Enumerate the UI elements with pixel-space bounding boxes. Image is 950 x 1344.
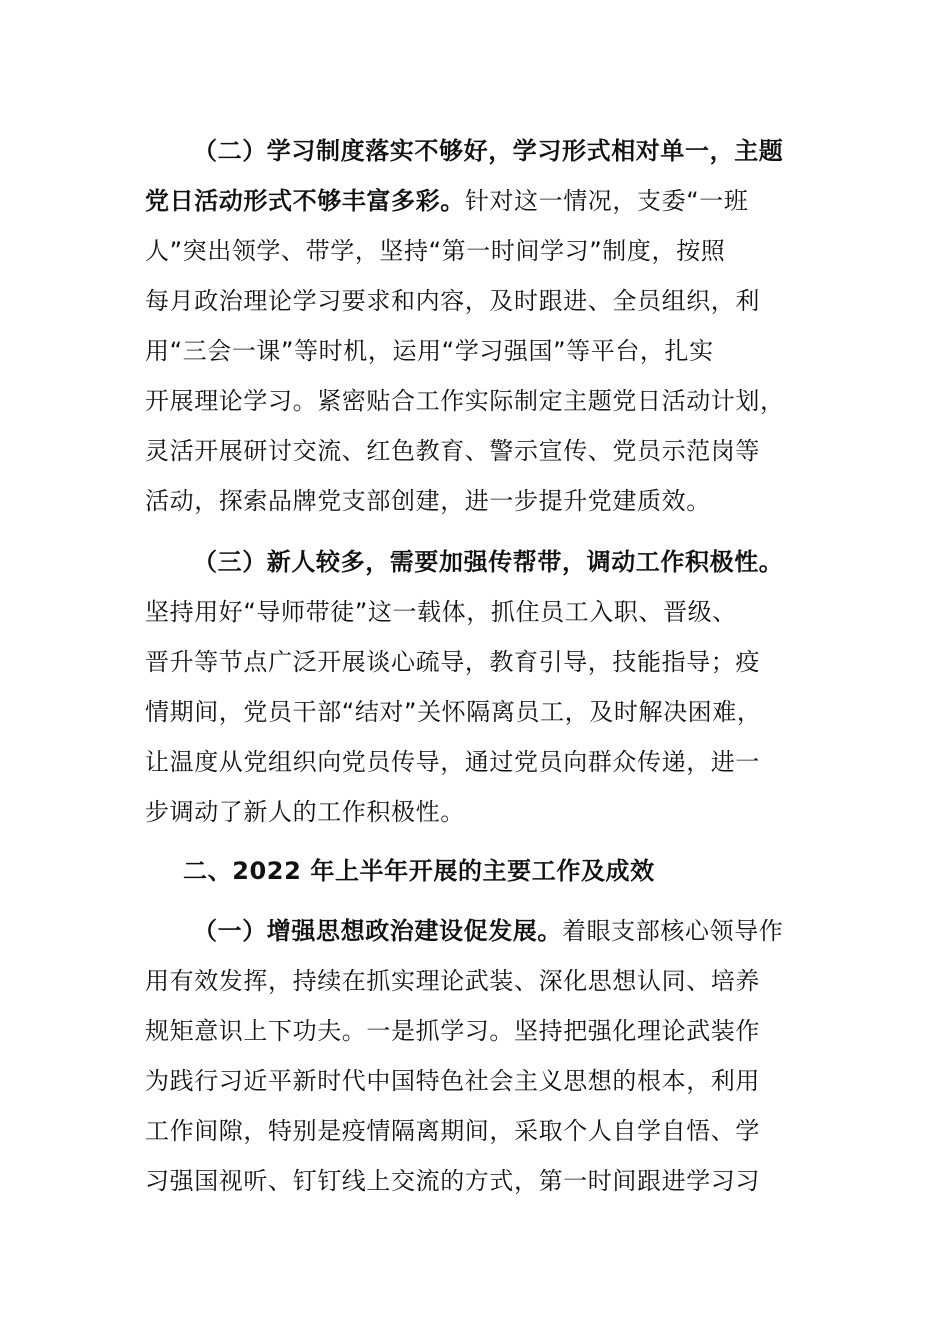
section-heading <box>145 846 805 896</box>
text-line <box>145 587 805 637</box>
text-line <box>145 1156 805 1206</box>
text-run: 为践行习近平新时代中国特色社会主义思想的根本，利用 <box>145 1067 760 1095</box>
heading-text: 二、2022 年上半年开展的主要工作及成效 <box>183 857 655 885</box>
text-run: 灵活开展研讨交流、红色教育、警示宣传、党员示范岗等 <box>145 437 760 465</box>
text-run: 情期间，党员干部“结对”关怀隔离员工，及时解决困难， <box>145 698 762 726</box>
text-line <box>145 737 805 787</box>
text-run: 工作间隙，特别是疫情隔离期间，采取个人自学自悟、学 <box>145 1117 760 1145</box>
text-run: 规矩意识上下功夫。一是抓学习。坚持把强化理论武装作 <box>145 1017 760 1045</box>
text-line <box>145 326 805 376</box>
text-line <box>145 787 805 837</box>
text-line <box>145 376 805 426</box>
text-line <box>145 956 805 1006</box>
text-line <box>145 276 805 326</box>
text-run: 坚持用好“导师带徒”这一载体，抓住员工入职、晋级、 <box>145 598 737 626</box>
text-line <box>145 537 805 587</box>
text-line <box>145 426 805 476</box>
text-run: 针对这一情况，支委“一班 <box>464 187 749 215</box>
text-line <box>145 476 805 526</box>
text-line <box>145 637 805 687</box>
text-run: 习强国视听、钉钉线上交流的方式，第一时间跟进学习习 <box>145 1167 760 1195</box>
text-line <box>145 226 805 276</box>
paragraph-new-staff <box>145 537 805 837</box>
text-line <box>145 176 805 226</box>
text-run: 每月政治理论学习要求和内容，及时跟进、全员组织，利 <box>145 287 760 315</box>
text-run: 人”突出领学、带学，坚持“第一时间学习”制度，按照 <box>145 237 726 265</box>
text-run: 用有效发挥，持续在抓实理论武装、深化思想认同、培养 <box>145 967 760 995</box>
text-run: 活动，探索品牌党支部创建，进一步提升党建质效。 <box>145 487 711 515</box>
bold-run: （三）新人较多，需要加强传帮带，调动工作积极性。 <box>193 548 784 576</box>
text-run: 着眼支部核心领导作 <box>562 917 784 945</box>
paragraph-political-building <box>145 906 805 1206</box>
text-run: 步调动了新人的工作积极性。 <box>145 798 465 826</box>
text-run: 用“三会一课”等时机，运用“学习强国”等平台，扎实 <box>145 337 714 365</box>
bold-run: （二）学习制度落实不够好，学习形式相对单一，主题 <box>193 137 784 165</box>
text-line <box>145 1006 805 1056</box>
paragraph-study-system <box>145 126 805 526</box>
text-line <box>145 126 805 176</box>
text-run: 晋升等节点广泛开展谈心疏导，教育引导，技能指导；疫 <box>145 648 760 676</box>
text-line <box>145 1106 805 1156</box>
bold-run: 党日活动形式不够丰富多彩。 <box>145 187 465 215</box>
text-line <box>145 687 805 737</box>
text-run: 让温度从党组织向党员传导，通过党员向群众传递，进一 <box>145 748 760 776</box>
text-run: 开展理论学习。紧密贴合工作实际制定主题党日活动计划， <box>145 387 785 415</box>
text-line <box>145 906 805 956</box>
text-line <box>145 1056 805 1106</box>
bold-run: （一）增强思想政治建设促发展。 <box>193 917 562 945</box>
